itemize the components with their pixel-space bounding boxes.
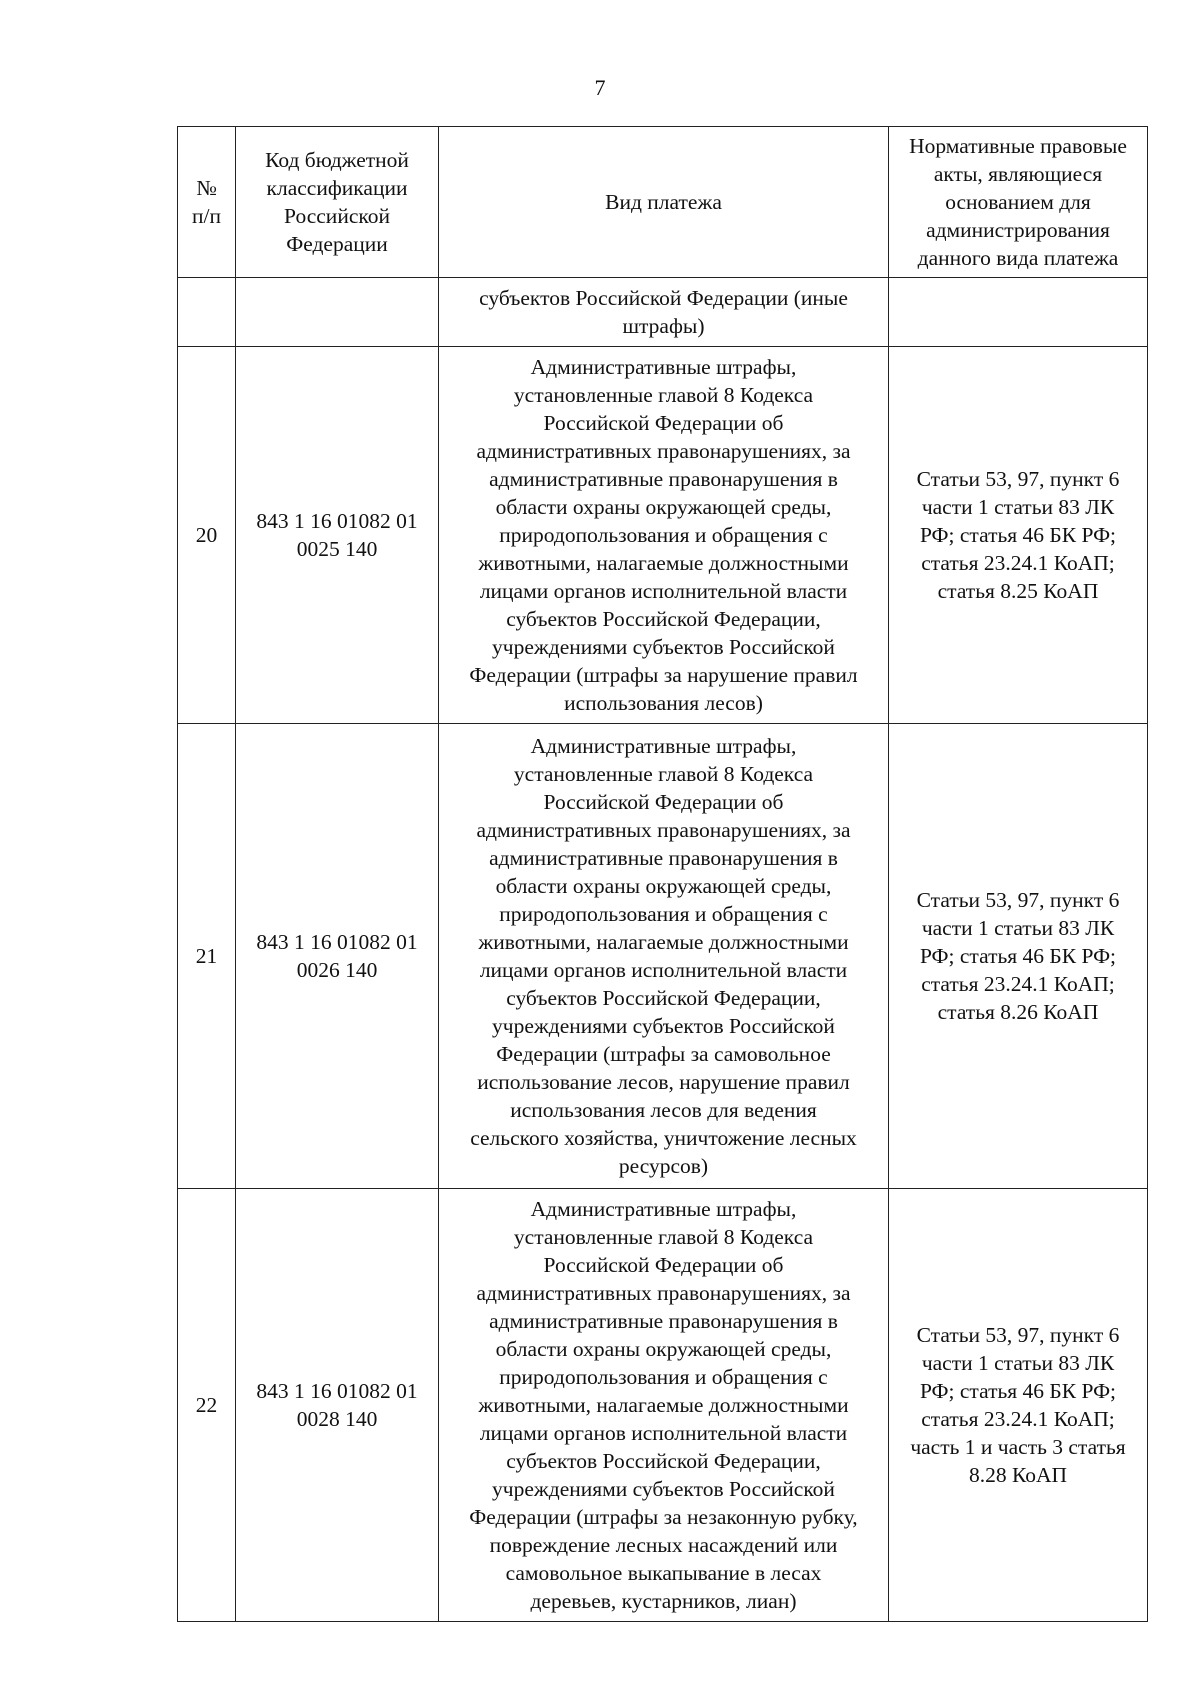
- cell-legal-acts: Статьи 53, 97, пункт 6 части 1 статьи 83 ЛК РФ; статья 46 БК РФ; статья 23.24.1 КоАП; часть 1 и часть 3 статья 8.28 КоАП: [889, 1189, 1148, 1622]
- page-number: 7: [594, 75, 606, 100]
- header-budget-code: Код бюджетной классификации Российской Федерации: [236, 127, 439, 278]
- cell-legal-acts: Статьи 53, 97, пункт 6 части 1 статьи 83 ЛК РФ; статья 46 БК РФ; статья 23.24.1 КоАП; статья 8.26 КоАП: [889, 724, 1148, 1189]
- cell-payment-kind: Административные штрафы, установленные главой 8 Кодекса Российской Федерации об административных правонарушениях, за административные правонарушения в области охраны окружающей среды, природопользования и обращения с животными, налагаемые должностными лицами органов исполнительной власти субъектов Российской Федерации, учреждениями субъектов Российской Федерации (штрафы за незаконную рубку, повреждение лесных насаждений или самовольное выкапывание в лесах деревьев, кустарников, лиан): [439, 1189, 889, 1622]
- cell-budget-code: 843 1 16 01082 01 0028 140: [236, 1189, 439, 1622]
- table-row-continuation: [178, 278, 1148, 347]
- cell-payment-kind: субъектов Российской Федерации (иные штрафы): [439, 278, 889, 347]
- cell-budget-code: [236, 278, 439, 347]
- header-payment-kind: Вид платежа: [439, 127, 889, 278]
- cell-legal-acts: Статьи 53, 97, пункт 6 части 1 статьи 83 ЛК РФ; статья 46 БК РФ; статья 23.24.1 КоАП; статья 8.25 КоАП: [889, 347, 1148, 724]
- cell-number: 22: [178, 1189, 236, 1622]
- table-header-row: [178, 127, 1148, 278]
- cell-legal-acts: [889, 278, 1148, 347]
- cell-number: 21: [178, 724, 236, 1189]
- cell-budget-code: 843 1 16 01082 01 0025 140: [236, 347, 439, 724]
- table-row: [178, 1189, 1148, 1622]
- header-number: № п/п: [178, 127, 236, 278]
- cell-payment-kind: Административные штрафы, установленные главой 8 Кодекса Российской Федерации об административных правонарушениях, за административные правонарушения в области охраны окружающей среды, природопользования и обращения с животными, налагаемые должностными лицами органов исполнительной власти субъектов Российской Федерации, учреждениями субъектов Российской Федерации (штрафы за самовольное использование лесов, нарушение правил использования лесов для ведения сельского хозяйства, уничтожение лесных ресурсов): [439, 724, 889, 1189]
- table-row: [178, 347, 1148, 724]
- cell-number: [178, 278, 236, 347]
- payments-table: [177, 126, 1148, 1622]
- table-row: [178, 724, 1148, 1189]
- cell-payment-kind: Административные штрафы, установленные главой 8 Кодекса Российской Федерации об административных правонарушениях, за административные правонарушения в области охраны окружающей среды, природопользования и обращения с животными, налагаемые должностными лицами органов исполнительной власти субъектов Российской Федерации, учреждениями субъектов Российской Федерации (штрафы за нарушение правил использования лесов): [439, 347, 889, 724]
- cell-budget-code: 843 1 16 01082 01 0026 140: [236, 724, 439, 1189]
- header-legal-acts: Нормативные правовые акты, являющиеся основанием для администрирования данного вида платежа: [889, 127, 1148, 278]
- cell-number: 20: [178, 347, 236, 724]
